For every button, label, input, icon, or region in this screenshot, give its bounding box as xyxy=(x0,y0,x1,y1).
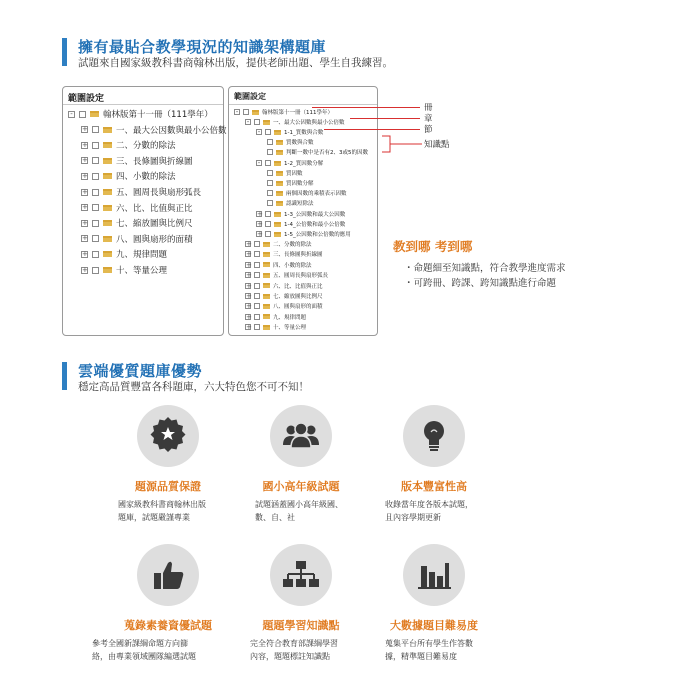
callout-chapter: 章 xyxy=(424,114,433,124)
callout-knowledge-point: 知識點 xyxy=(424,140,450,150)
feature-title: 版本豐富性高 xyxy=(401,480,467,493)
folder-icon xyxy=(263,294,270,299)
tree-item-label: 質因數 xyxy=(286,171,303,177)
tree-item-label: 九、規律問題 xyxy=(273,314,307,321)
checkbox[interactable] xyxy=(254,241,260,247)
folder-icon xyxy=(276,171,283,176)
folder-icon xyxy=(90,111,99,117)
checkbox[interactable] xyxy=(265,231,271,237)
folder-icon xyxy=(252,110,259,115)
folder-icon xyxy=(103,189,112,195)
folder-icon xyxy=(103,236,112,242)
tree-item-label: 九、規律問題 xyxy=(116,250,168,261)
callout-line-section xyxy=(324,129,420,130)
tree-item[interactable] xyxy=(81,217,193,229)
folder-icon xyxy=(103,158,112,164)
checkbox[interactable] xyxy=(254,303,260,309)
tree-item-label: 四、小數的除法 xyxy=(273,262,312,269)
feature-desc: 蒐集平台所有學生作答數 據，精準題目難易度 xyxy=(385,639,473,661)
section-subtitle: 穩定高品質豐富各科題庫，六大特色您不可不知！ xyxy=(78,381,309,393)
expand-toggle-icon[interactable]: + xyxy=(82,203,88,212)
tree-item-label: 認識短除法 xyxy=(286,201,314,207)
tree-item-label: 六、比、比值與正比 xyxy=(273,283,323,290)
feature-desc: 國家級教科書商翰林出版 題庫，試題嚴謹專業 xyxy=(118,500,206,522)
expand-toggle-icon[interactable]: + xyxy=(82,140,88,149)
checkbox[interactable] xyxy=(254,272,260,278)
folder-icon xyxy=(274,222,281,227)
expand-toggle-icon[interactable]: + xyxy=(82,265,88,274)
folder-icon xyxy=(263,314,270,319)
tree-item-label: 一、最大公因數與最小公倍數 xyxy=(116,125,227,136)
checkbox[interactable] xyxy=(243,109,249,115)
feature-title: 蒐錄素養資優試題 xyxy=(124,619,212,632)
folder-icon xyxy=(274,130,281,135)
tree-item-label: 二、分數的除法 xyxy=(116,141,176,152)
tree-item-label: 1-1_質數與合數 xyxy=(284,130,324,136)
folder-icon xyxy=(263,325,270,330)
folder-icon xyxy=(263,262,270,267)
tree-item-label: 四、小數的除法 xyxy=(116,172,176,183)
range-settings-panel-expanded xyxy=(228,86,378,336)
expand-toggle-icon[interactable]: + xyxy=(246,271,252,280)
expand-toggle-icon[interactable]: + xyxy=(246,292,252,300)
tree-item-label: 五、圓周長與扇形弧長 xyxy=(273,273,329,280)
checkbox[interactable] xyxy=(254,262,260,268)
tree-item-label: 二、分數的除法 xyxy=(273,242,312,248)
checkbox[interactable] xyxy=(92,220,99,227)
folder-icon xyxy=(103,142,112,148)
feature-title: 國小高年級試題 xyxy=(262,480,340,493)
collapse-toggle-icon[interactable]: - xyxy=(235,108,239,116)
folder-icon xyxy=(103,220,112,226)
checkbox[interactable] xyxy=(265,129,271,135)
folder-icon xyxy=(263,120,270,125)
expand-toggle-icon[interactable]: + xyxy=(257,210,263,218)
tree-item-label: 六、比、比值與正比 xyxy=(116,203,193,214)
checkbox[interactable] xyxy=(92,204,99,211)
checkbox[interactable] xyxy=(254,324,260,330)
tree-item[interactable] xyxy=(81,202,193,214)
checkbox[interactable] xyxy=(92,173,99,180)
expand-toggle-icon[interactable]: + xyxy=(246,281,252,290)
tree-item[interactable] xyxy=(81,233,193,245)
expand-toggle-icon[interactable]: + xyxy=(246,302,252,311)
checkbox[interactable] xyxy=(265,221,271,227)
checkbox[interactable] xyxy=(267,190,273,196)
panel-header: 範圍設定 xyxy=(63,87,223,105)
tree-item-label: 兩個因數的乘積表示因數 xyxy=(286,191,347,197)
slogan: 教到哪 考到哪 xyxy=(393,239,473,254)
tree-item-label: 七、縮放圖與比例尺 xyxy=(273,294,323,300)
thumbs-up-icon xyxy=(137,544,199,606)
feature-desc: 試題涵蓋國小高年級國、 數、自、社 xyxy=(255,500,343,522)
tree-item-label: 質數與合數 xyxy=(286,140,314,146)
folder-icon xyxy=(276,191,283,196)
feature-title: 大數據題目難易度 xyxy=(390,619,478,632)
tree-item-label: 判斷一數中是否有2、3或5的因數 xyxy=(286,150,368,156)
folder-icon xyxy=(103,251,112,257)
range-settings-panel xyxy=(62,86,227,336)
checkbox[interactable] xyxy=(92,189,99,196)
lightbulb-icon xyxy=(403,405,465,467)
folder-icon xyxy=(276,201,283,206)
group-people-icon xyxy=(270,405,332,467)
expand-toggle-icon[interactable]: + xyxy=(82,156,88,165)
tree-item[interactable] xyxy=(81,264,167,276)
folder-icon xyxy=(103,267,112,273)
expand-toggle-icon[interactable]: + xyxy=(82,218,88,227)
checkbox[interactable] xyxy=(79,111,86,118)
checkbox[interactable] xyxy=(265,160,271,166)
tree-item-label: 一、最大公因數與最小公倍數 xyxy=(273,120,345,126)
bullet-item: ・可跨冊、跨課、跨知識點進行命題 xyxy=(404,278,557,289)
collapse-toggle-icon[interactable]: - xyxy=(246,118,250,126)
collapse-toggle-icon[interactable]: - xyxy=(68,111,75,118)
section-accent-bar xyxy=(62,362,67,390)
checkbox[interactable] xyxy=(92,235,99,242)
checkbox[interactable] xyxy=(254,251,260,257)
feature-desc: 收錄當年度各版本試題， 且內容學期更新 xyxy=(385,500,473,522)
tree-item-label: 1-3_公因數和最大公因數 xyxy=(284,212,346,218)
expand-toggle-icon[interactable]: + xyxy=(246,260,252,269)
checkbox[interactable] xyxy=(267,139,273,145)
section-subtitle: 試題來自國家級教科書商翰林出版，提供老師出題、學生自我練習。 xyxy=(78,57,393,69)
folder-icon xyxy=(276,140,283,145)
checkbox[interactable] xyxy=(92,251,99,258)
hierarchy-icon xyxy=(270,544,332,606)
callout-brace xyxy=(380,134,424,156)
folder-icon xyxy=(263,283,270,288)
tree-item[interactable] xyxy=(81,124,227,136)
panel-header: 範圍設定 xyxy=(229,87,377,105)
folder-icon xyxy=(274,161,281,166)
folder-icon xyxy=(263,304,270,309)
checkbox[interactable] xyxy=(254,314,260,320)
tree-item-label: 翰林版第十一冊（111學年） xyxy=(103,110,213,120)
checkbox[interactable] xyxy=(254,293,260,299)
folder-icon xyxy=(274,212,281,217)
tree-item-label: 質因數分解 xyxy=(286,181,314,187)
checkbox[interactable] xyxy=(254,283,260,289)
tree-item-label: 三、長條圖與折線圖 xyxy=(116,156,193,167)
folder-icon xyxy=(274,232,281,237)
section-title: 擁有最貼合教學現況的知識架構題庫 xyxy=(78,38,327,56)
bar-chart-icon xyxy=(403,544,465,606)
collapse-toggle-icon[interactable]: - xyxy=(257,159,261,167)
collapse-toggle-icon[interactable]: - xyxy=(257,128,261,136)
expand-toggle-icon[interactable]: + xyxy=(82,187,88,196)
checkbox[interactable] xyxy=(254,119,260,125)
tree-item[interactable] xyxy=(245,321,306,333)
folder-icon xyxy=(103,205,112,211)
folder-icon xyxy=(263,252,270,257)
folder-icon xyxy=(103,173,112,179)
tree-item-label: 三、長條圖與折線圖 xyxy=(273,252,323,259)
tree-item-label: 十、等量公理 xyxy=(116,266,168,276)
expand-toggle-icon[interactable]: + xyxy=(82,249,88,258)
folder-icon xyxy=(276,181,283,186)
checkbox[interactable] xyxy=(267,149,273,155)
tree-item[interactable] xyxy=(68,108,213,120)
award-badge-icon xyxy=(137,405,199,467)
checkbox[interactable] xyxy=(265,211,271,217)
checkbox[interactable] xyxy=(267,200,273,206)
tree-item[interactable] xyxy=(81,186,201,198)
tree-item-label: 八、圓與扇形的面積 xyxy=(273,304,323,311)
feature-desc: 完全符合教育部課綱學習 內容，題題標註知識點 xyxy=(250,639,338,661)
expand-toggle-icon[interactable]: + xyxy=(246,250,252,259)
callout-line-volume xyxy=(312,107,420,108)
feature-title: 題題學習知識點 xyxy=(262,619,340,632)
feature-title: 題源品質保證 xyxy=(135,480,201,493)
folder-icon xyxy=(276,150,283,155)
tree-item[interactable] xyxy=(81,170,176,182)
section-title: 雲端優質題庫優勢 xyxy=(78,362,203,380)
expand-toggle-icon[interactable]: + xyxy=(246,323,252,332)
expand-toggle-icon[interactable]: + xyxy=(246,240,252,248)
checkbox[interactable] xyxy=(267,170,273,176)
tree-item[interactable] xyxy=(81,139,176,151)
expand-toggle-icon[interactable]: + xyxy=(257,220,263,228)
tree-item-label: 八、圓與扇形的面積 xyxy=(116,234,193,245)
expand-toggle-icon[interactable]: + xyxy=(82,125,88,134)
tree-item[interactable] xyxy=(81,155,193,167)
folder-icon xyxy=(263,273,270,278)
feature-desc: 參考全國新課綱命題方向篩 絡，由專業領域團隊編選試題 xyxy=(92,639,196,661)
callout-section: 節 xyxy=(424,125,433,135)
checkbox[interactable] xyxy=(267,180,273,186)
checkbox[interactable] xyxy=(92,126,99,133)
checkbox[interactable] xyxy=(92,267,99,274)
tree-item-label: 翰林版第十一冊（111學年） xyxy=(262,110,333,116)
callout-volume: 冊 xyxy=(424,103,433,113)
expand-toggle-icon[interactable]: + xyxy=(257,230,263,238)
tree-item-label: 1-5_公因數和公倍數的應用 xyxy=(284,232,351,238)
callout-line-chapter xyxy=(350,118,420,119)
expand-toggle-icon[interactable]: + xyxy=(82,171,88,180)
bullet-item: ・命題細至知識點，符合教學進度需求 xyxy=(404,263,566,274)
expand-toggle-icon[interactable]: + xyxy=(82,234,88,243)
tree-item-label: 五、圓周長與扇形弧長 xyxy=(116,188,202,198)
checkbox[interactable] xyxy=(92,157,99,164)
section-accent-bar xyxy=(62,38,67,66)
expand-toggle-icon[interactable]: + xyxy=(246,312,252,321)
tree-item[interactable] xyxy=(81,248,167,260)
tree-item-label: 1-2_質因數分解 xyxy=(284,161,324,167)
tree-item-label: 十、等量公理 xyxy=(273,325,307,332)
folder-icon xyxy=(103,127,112,133)
folder-icon xyxy=(263,242,270,247)
checkbox[interactable] xyxy=(92,142,99,149)
tree-item-label: 1-4_公倍數和最小公倍數 xyxy=(284,222,346,228)
tree-item-label: 七、縮放圖與比例尺 xyxy=(116,219,193,230)
